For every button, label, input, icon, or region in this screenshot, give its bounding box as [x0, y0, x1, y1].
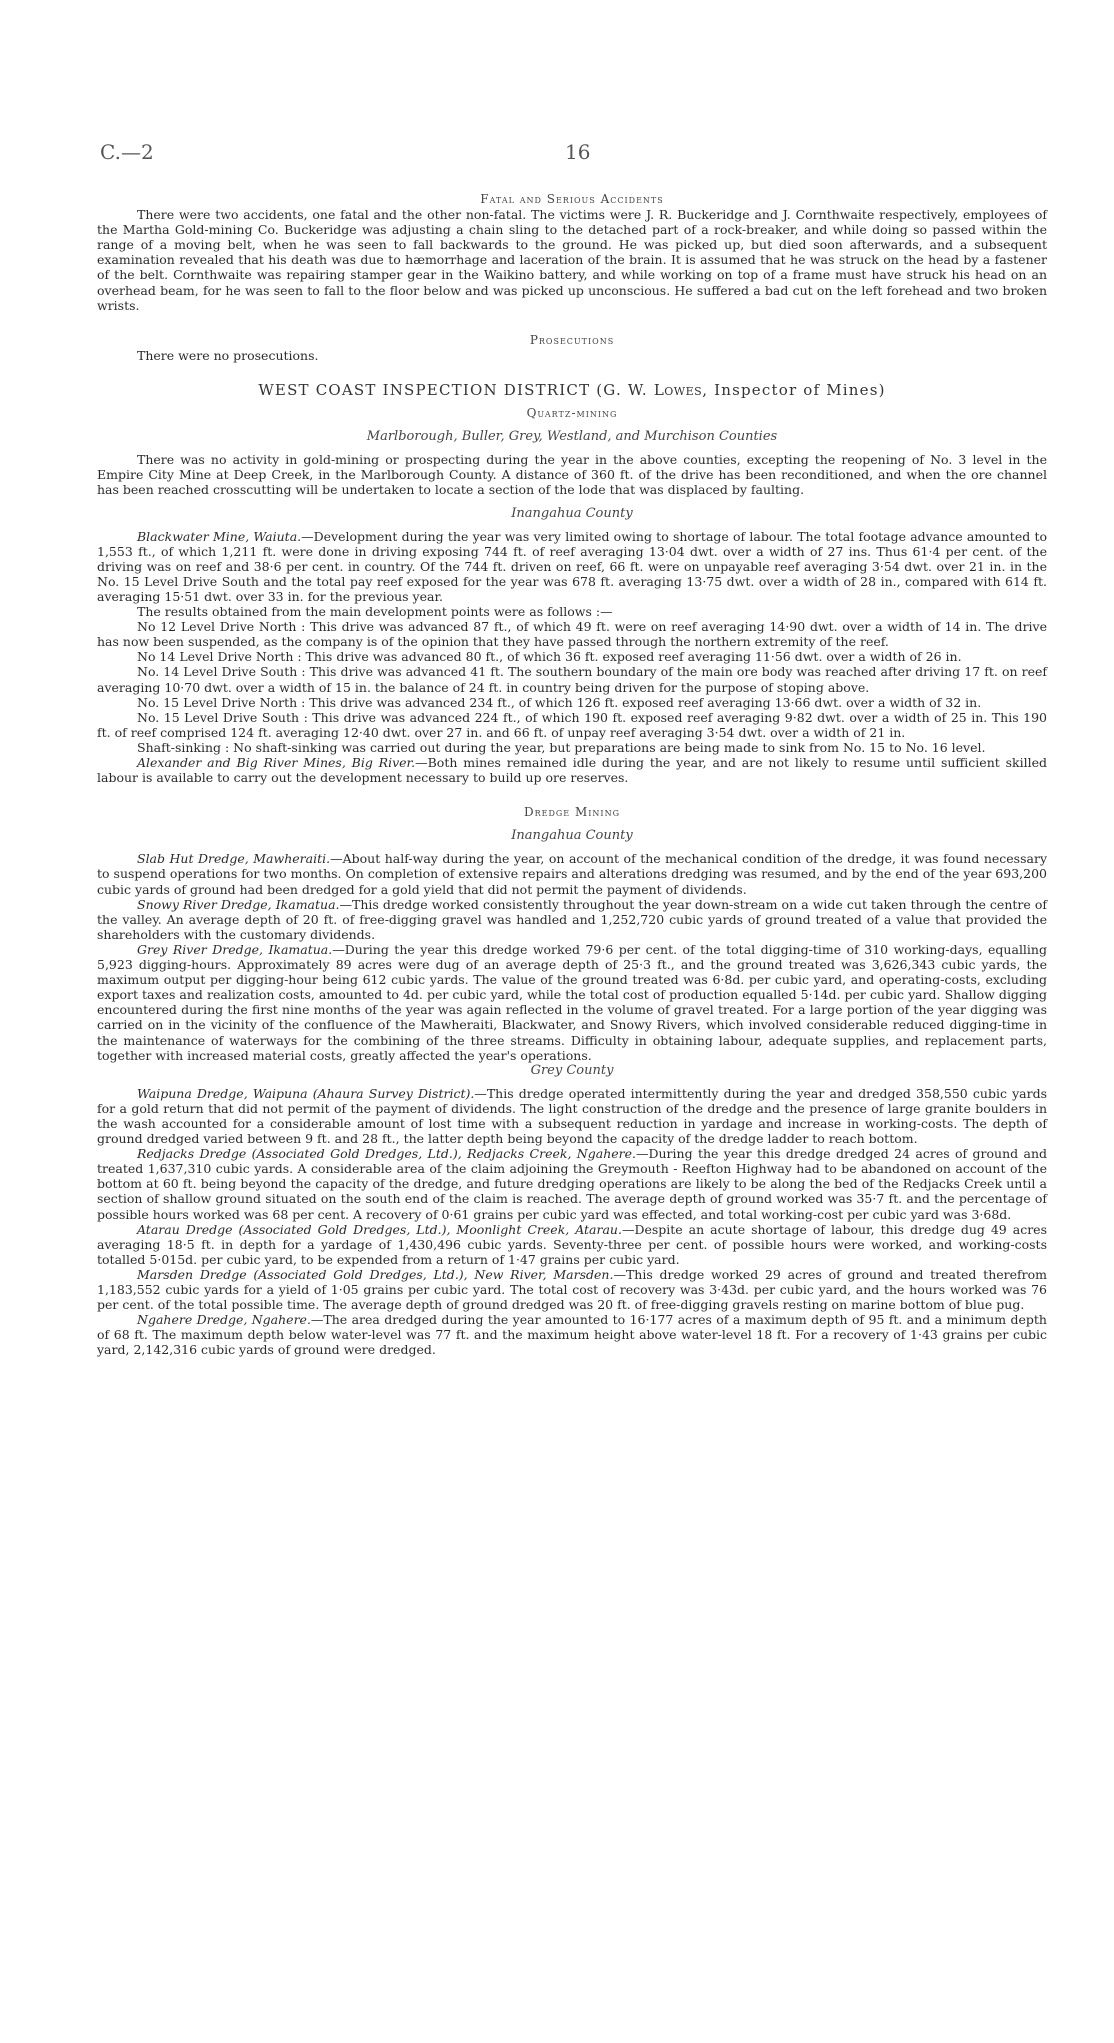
quartz-mining-heading: Quartz-mining: [526, 406, 618, 421]
inspector-role: , Inspector of Mines): [702, 380, 886, 399]
fatal-accidents-body: There were two accidents, one fatal and the other non-fatal. The victims were J. R. Buckeridge and J. Cornthwaite respectively, employees of the Martha Gold-mining Co. Buckeridge was adjusting a chain sling to the detached part of a rock-breaker, and while doing so passed within the range of a moving belt, when he was seen to fall backwards to the ground. He was picked up, but died soon afterwards, and a subsequent examination revealed that his death was due to hæmorrhage and laceration of the brain. It is assumed that he was struck on the head by a fastener of the belt. Cornthwaite was repairing stamper gear in the Waikino battery, and while working on top of a frame must have struck his head on an overhead beam, for he was seen to fall to the floor below and was picked up unconscious. He suffered a bad cut on the left forehead and two broken wrists.: [97, 207, 1047, 313]
grey-river-body: —During the year this dredge worked 79·6 per cent. of the total digging-time of 310 working-days, equalling 5,923 digging-hours. Approximately 89 acres were dug of an average depth of 25·3 ft., and the ground treated was 3,626,343 cubic yards, the maximum output per digging-hour being 612 cubic yards. The value of the ground treated was 6·8d. per cubic yard, and operating-costs, excluding export taxes and realization costs, amounted to 4d. per cubic yard, while the total cost of production equalled 5·14d. per cubic yard. Shallow digging encountered during the first nine months of the year was again reflected in the volume of gravel treated. For a large portion of the year digging was carried on in the vicinity of the confluence of the Mawheraiti, Blackwater, and Snowy Rivers, which involved considerable reduced digging-time in the maintenance of waterways for the combining of the three streams. Difficulty in obtaining labour, adequate supplies, and replacement parts, together with increased material costs, greatly affected the year's operations.: [97, 941, 1047, 1063]
grey-county-subheading: Grey County: [530, 1062, 614, 1078]
redjacks-body: —During the year this dredge dredged 24 acres of ground and treated 1,637,310 cubic yards. A considerable area of the claim adjoining the Greymouth - Reefton Highway had to be abandoned on account of the bottom at 60 ft. being beyond the capacity of the dredge, and future dredging operations are likely to be along the bed of the Redjacks Creek until a section of shallow ground situated on the south end of the claim is reached. The average depth of ground worked was 35·7 ft. and the percentage of possible hours worked was 68 per cent. A recovery of 0·61 grains per cubic yard was effected, and total working-cost per cubic yard was 3·68d.: [97, 1146, 1047, 1222]
waipuna-paragraph: [97, 1086, 1047, 1146]
quartz-inangahua-subheading: Inangahua County: [511, 505, 633, 521]
point-paragraph: No. 15 Level Drive South : This drive was advanced 224 ft., of which 190 ft. exposed reef averaging 9·82 dwt. over a width of 25 in. This 190 ft. of reef comprised 124 ft. averaging 12·40 dwt. over 27 in. and 66 ft. of unpay reef averaging 3·54 dwt. over a width of 21 in.: [97, 709, 1047, 740]
atarau-lead: Atarau Dredge (Associated Gold Dredges, Ltd.), Moonlight Creek, Atarau.: [137, 1221, 622, 1237]
point-paragraph: No 14 Level Drive North : This drive was advanced 80 ft., of which 36 ft. exposed reef averaging 11·56 dwt. over a width of 26 in.: [137, 649, 962, 665]
grey-river-paragraph: [97, 942, 1047, 1063]
blackwater-lead: Blackwater Mine, Waiuta.: [137, 528, 302, 544]
prosecutions-heading: Prosecutions: [529, 332, 615, 347]
inspector-name: Lowes: [653, 380, 703, 399]
ngahere-lead: Ngahere Dredge, Ngahere.: [137, 1312, 311, 1328]
district-title-text: WEST COAST INSPECTION DISTRICT (G. W.: [258, 380, 648, 399]
point-paragraph: No 12 Level Drive North : This drive was advanced 87 ft., of which 49 ft. were on reef averaging 14·90 dwt. over a width of 14 in. The drive has now been suspended, as the company is of the opinion that they have passed through the northern extremity of the reef.: [97, 619, 1047, 650]
blackwater-body: —Development during the year was very limited owing to shortage of labour. The total footage advance amounted to 1,553 ft., of which 1,211 ft. were done in driving exposing 744 ft. of reef averaging 13·04 dwt. over a width of 27 ins. Thus 61·4 per cent. of the driving was on reef and 38·6 per cent. in country. Of the 744 ft. driven on reef, 66 ft. were on unpayable reef averaging 3·54 dwt. over 21 in. in the No. 15 Level Drive South and the total pay reef exposed for the year was 678 ft. averaging 13·75 dwt. over a width of 28 in., compared with 614 ft. averaging 15·51 dwt. over 33 in. for the previous year.: [97, 528, 1047, 604]
snowy-river-paragraph: [97, 897, 1047, 942]
atarau-paragraph: [97, 1222, 1047, 1267]
dredge-inangahua-subheading: Inangahua County: [511, 828, 633, 844]
atarau-body: —Despite an acute shortage of labour, this dredge dug 49 acres averaging 18·5 ft. in depth for a yardage of 1,430,496 cubic yards. Seventy-three per cent. of possible hours were worked, and working-costs totalled 5·015d. per cubic yard, to be expended from a return of 1·47 grains per cubic yard.: [97, 1221, 1047, 1267]
point-paragraph: No. 15 Level Drive North : This drive was advanced 234 ft., of which 126 ft. exposed reef averaging 13·66 dwt. over a width of 32 in.: [137, 694, 982, 710]
alexander-body: —Both mines remained idle during the year, and are not likely to resume until sufficient skilled labour is available to carry out the development necessary to build up ore reserves.: [97, 755, 1047, 786]
counties-subheading: Marlborough, Buller, Grey, Westland, and Murchison Counties: [366, 429, 778, 445]
redjacks-paragraph: [97, 1146, 1047, 1221]
waipuna-body: —This dredge operated intermittently during the year and dredged 358,550 cubic yards for a gold return that did not permit of the payment of dividends. The light construction of the dredge and the presence of large granite boulders in the wash accounted for a considerable amount of lost time with a subsequent reduction in yardage and increase in working-costs. The depth of ground dredged varied between 9 ft. and 28 ft., the latter depth being beyond the capacity of the dredge ladder to reach bottom.: [97, 1085, 1047, 1147]
marsden-lead: Marsden Dredge (Associated Gold Dredges, Ltd.), New River, Marsden.: [137, 1266, 614, 1282]
counties-paragraph: There was no activity in gold-mining or prospecting during the year in the above counties, excepting the reopening of No. 3 level in the Empire City Mine at Deep Creek, in the Marlborough County. A distance of 360 ft. of the drive has been reconditioned, and when the ore channel has been reached crosscutting will be undertaken to locate a section of the lode that was displaced by faulting.: [97, 452, 1047, 498]
blackwater-paragraph: [97, 529, 1047, 604]
redjacks-lead: Redjacks Dredge (Associated Gold Dredges, Ltd.), Redjacks Creek, Ngahere.: [137, 1146, 636, 1162]
point-paragraph: No. 14 Level Drive South : This drive was advanced 41 ft. The southern boundary of the main ore body was reached after driving 17 ft. on reef averaging 10·70 dwt. over a width of 15 in. the balance of 24 ft. in country being driven for the purpose of stoping above.: [97, 664, 1047, 695]
ngahere-paragraph: [97, 1312, 1047, 1357]
district-title: [97, 380, 1047, 399]
dredge-mining-heading: Dredge Mining: [524, 805, 620, 820]
point-paragraph: Shaft-sinking : No shaft-sinking was carried out during the year, but preparations are being made to sink from No. 15 to No. 16 level.: [137, 739, 986, 755]
alexander-lead: Alexander and Big River Mines, Big River.: [137, 755, 416, 770]
results-intro: The results obtained from the main development points were as follows :—: [137, 604, 613, 620]
marsden-body: —This dredge worked 29 acres of ground and treated therefrom 1,183,552 cubic yards for a yield of 1·05 grains per cubic yard. The total cost of recovery was 3·43d. per cubic yard, and the hours worked was 76 per cent. of the total possible time. The average depth of ground dredged was 20 ft. of free-digging gravels resting on marine bottom of blue pug.: [97, 1266, 1047, 1313]
marsden-paragraph: [97, 1267, 1047, 1312]
prosecutions-body: There were no prosecutions.: [137, 347, 319, 363]
snowy-river-lead: Snowy River Dredge, Ikamatua.: [137, 896, 340, 912]
grey-river-lead: Grey River Dredge, Ikamatua.: [137, 941, 333, 957]
slab-hut-paragraph: [97, 851, 1047, 896]
snowy-river-body: —This dredge worked consistently throughout the year down-stream on a wide cut taken through the centre of the valley. An average depth of 20 ft. of free-digging gravel was handled and 1,252,720 cubic yards of ground treated of a value that provided the shareholders with the customary dividends.: [97, 896, 1047, 942]
alexander-paragraph: [97, 755, 1047, 785]
page-body: [97, 192, 1047, 1357]
fatal-accidents-heading: Fatal and Serious Accidents: [480, 192, 664, 206]
waipuna-lead: Waipuna Dredge, Waipuna (Ahaura Survey District).: [137, 1085, 475, 1101]
ngahere-body: —The area dredged during the year amounted to 16·177 acres of a maximum depth of 95 ft. and a minimum depth of 68 ft. The maximum depth below water-level was 77 ft. and the maximum height above water-level 18 ft. For a recovery of 1·43 grains per cubic yard, 2,142,316 cubic yards of ground were dredged.: [97, 1312, 1047, 1358]
report-code: C.—2: [100, 140, 154, 164]
page-number: 16: [565, 140, 591, 164]
slab-hut-body: —About half-way during the year, on account of the mechanical condition of the dredge, it was found necessary to suspend operations for two months. On completion of extensive repairs and alterations dredging was resumed, and by the end of the year 693,200 cubic yards of ground had been dredged for a gold yield that did not permit the payment of dividends.: [97, 851, 1047, 897]
slab-hut-lead: Slab Hut Dredge, Mawheraiti.: [137, 851, 331, 867]
